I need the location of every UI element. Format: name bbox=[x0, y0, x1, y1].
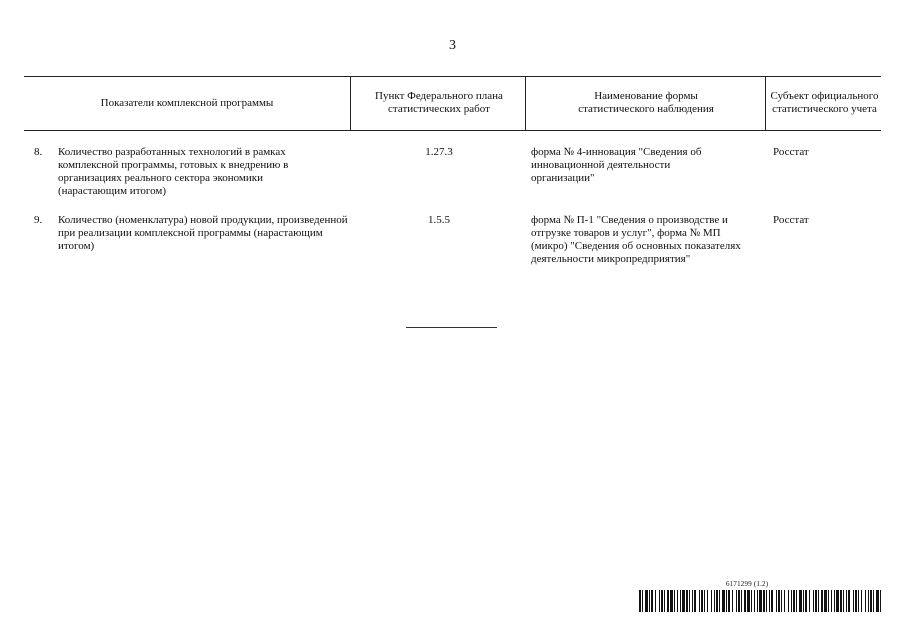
plan-item-code: 1.27.3 bbox=[425, 146, 453, 158]
form-name-text: форма № П-1 "Сведения о производстве и отгрузке товаров и услуг", форма № МП (микро) "Сведения об основных показателях деятельности микропредприятия" bbox=[531, 214, 741, 265]
column-divider bbox=[525, 76, 526, 130]
indicator-text: Количество (номенклатура) новой продукции, произведенной при реализации комплексной программы (нарастающим итогом) bbox=[58, 214, 348, 252]
subject-text: Росстат bbox=[773, 146, 809, 158]
form-name-text: форма № 4-инновация "Сведения об инновационной деятельности организации" bbox=[531, 146, 702, 184]
page-number: 3 bbox=[449, 38, 456, 53]
plan-item-code: 1.5.5 bbox=[428, 214, 450, 226]
barcode bbox=[639, 590, 881, 612]
header-subject: Субъект официального статистического учета bbox=[770, 90, 879, 115]
header-form-name: Наименование формы статистического наблюдения bbox=[578, 90, 714, 115]
table-header-rule bbox=[24, 130, 881, 131]
header-plan-item: Пункт Федерального плана статистических работ bbox=[375, 90, 503, 115]
indicator-text: Количество разработанных технологий в рамках комплексной программы, готовых к внедрению в организациях реального сектора экономики (нарастающим итогом) bbox=[58, 146, 289, 197]
column-divider bbox=[765, 76, 766, 130]
header-indicator: Показатели комплексной программы bbox=[100, 96, 274, 109]
column-divider bbox=[350, 76, 351, 130]
row-number: 9. bbox=[34, 214, 43, 226]
row-number: 8. bbox=[34, 146, 43, 158]
end-divider bbox=[406, 327, 497, 328]
subject-text: Росстат bbox=[773, 214, 809, 226]
barcode-caption: 6171299 (1.2) bbox=[726, 580, 769, 588]
